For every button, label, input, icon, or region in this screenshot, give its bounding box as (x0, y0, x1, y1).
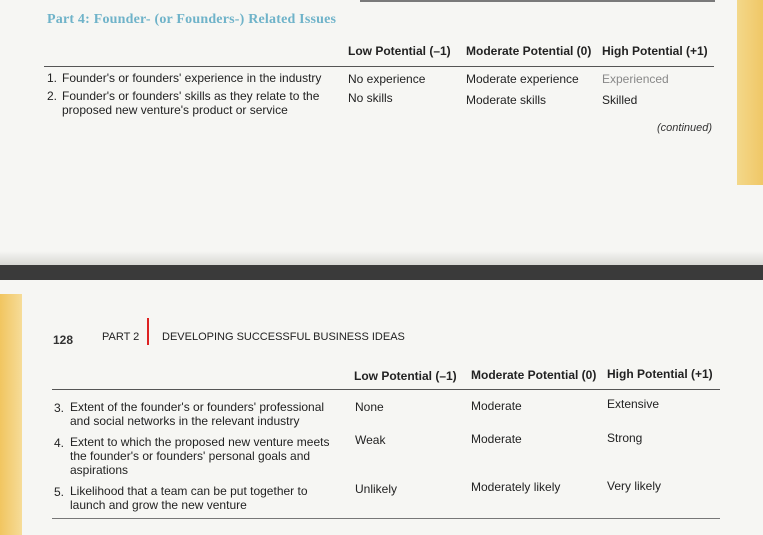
header-rule (52, 389, 720, 390)
top-rule (360, 0, 715, 2)
row-high: Extensive (607, 397, 660, 411)
page-bottom (0, 280, 763, 535)
col-header-low: Low Potential (–1) (348, 44, 451, 58)
row-number: 5. (54, 485, 65, 499)
col-header-low: Low Potential (–1) (354, 369, 457, 383)
row-criterion: Founder's or founders' skills as they relate to the proposed new venture's product or service (62, 89, 320, 117)
col-header-high: High Potential (+1) (607, 367, 713, 381)
header-rule (44, 66, 714, 67)
row-high: Very likely (607, 479, 662, 493)
row-criterion: Founder's or founders' experience in the industry (62, 71, 322, 85)
section-title: DEVELOPING SUCCESSFUL BUSINESS IDEAS (162, 331, 405, 343)
row-low: No experience (348, 72, 426, 86)
row-high: Experienced (602, 72, 669, 86)
bottom-rule (52, 518, 720, 519)
row-criterion: Likelihood that a team can be put together to launch and grow the new venture (70, 484, 308, 512)
row-low: None (355, 400, 384, 414)
row-low: Weak (355, 433, 386, 447)
row-number: 4. (54, 436, 65, 450)
row-moderate: Moderate (471, 432, 522, 446)
col-header-moderate: Moderate Potential (0) (471, 368, 597, 382)
row-moderate: Moderate (471, 399, 522, 413)
col-header-high: High Potential (+1) (602, 44, 708, 58)
page-edge-tab (737, 0, 763, 185)
part-label: PART 2 (102, 331, 140, 343)
row-number: 2. (47, 89, 58, 103)
row-high: Skilled (602, 93, 638, 107)
row-number: 3. (54, 401, 65, 415)
page-shadow (0, 251, 763, 265)
row-criterion: Extent of the founder's or founders' professional and social networks in the relevant industry (70, 400, 325, 428)
row-low: No skills (348, 91, 393, 105)
row-moderate: Moderately likely (471, 480, 561, 494)
row-criterion: Extent to which the proposed new venture meets the founder's or founders' personal goals and aspirations (70, 435, 330, 477)
row-number: 1. (47, 71, 58, 85)
page-number: 128 (53, 333, 74, 347)
row-moderate: Moderate skills (466, 93, 547, 107)
row-high: Strong (607, 431, 643, 445)
row-low: Unlikely (355, 482, 398, 496)
row-moderate: Moderate experience (466, 72, 579, 86)
page-top (0, 0, 763, 265)
page-edge-tab (0, 294, 22, 535)
red-divider (147, 318, 149, 345)
part-title: Part 4: Founder- (or Founders-) Related Issues (47, 12, 337, 27)
continued-note: (continued) (657, 122, 713, 134)
col-header-moderate: Moderate Potential (0) (466, 44, 592, 58)
